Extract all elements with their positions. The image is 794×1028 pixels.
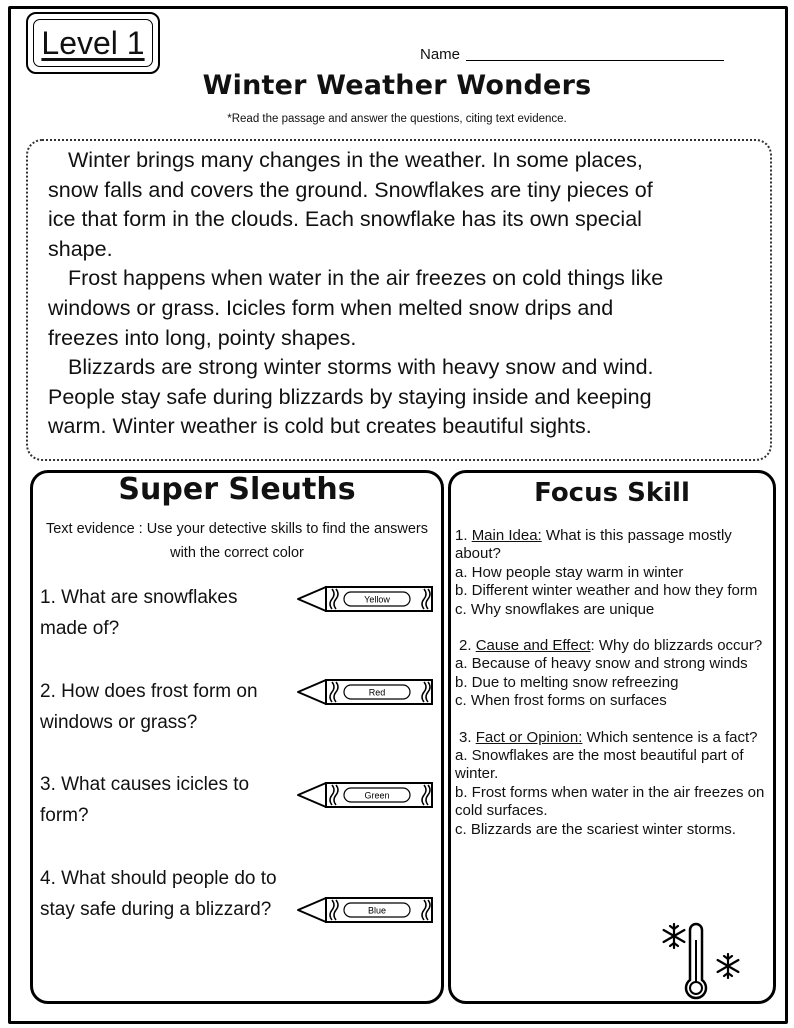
sleuth-question-1: 1. What are snowflakes made of? xyxy=(40,587,238,639)
crayon-color-label: Yellow xyxy=(364,594,390,605)
passage-line: People stay safe during blizzards by staying inside and keeping xyxy=(48,384,652,409)
answer-option: b. Due to melting snow refreezing xyxy=(455,673,679,691)
sleuth-question-2: 2. How does frost form on windows or grass? xyxy=(40,681,258,733)
answer-option: a. Snowflakes are the most beautiful part of winter. xyxy=(455,747,744,783)
super-sleuths-title: Super Sleuths xyxy=(118,472,356,507)
reading-passage xyxy=(48,146,758,442)
focus-skill-name: Fact or Opinion: xyxy=(475,728,583,746)
passage-line: freezes into long, pointy shapes. xyxy=(48,325,357,350)
focus-item-number: 3. xyxy=(459,728,472,746)
snowflake-icon xyxy=(718,954,739,978)
crayon-icon xyxy=(296,780,434,810)
snowflake-icon xyxy=(664,924,685,948)
thermometer-icon xyxy=(660,920,744,1004)
crayon-icon xyxy=(296,584,434,614)
sleuth-question-4: 4. What should people do to stay safe during a blizzard? xyxy=(40,868,277,920)
page-title: Winter Weather Wonders xyxy=(202,70,592,101)
answer-option: c. Why snowflakes are unique xyxy=(455,600,655,618)
focus-question: : Why do blizzards occur? xyxy=(590,637,763,655)
passage-line: warm. Winter weather is cold but creates beautiful sights. xyxy=(48,414,592,439)
focus-skill-name: Cause and Effect xyxy=(475,637,591,655)
passage-line: shape. xyxy=(48,236,113,261)
level-label: Level 1 xyxy=(33,19,153,67)
name-blank-line[interactable] xyxy=(466,60,724,61)
crayon-color-label: Red xyxy=(368,687,386,698)
passage-line: Frost happens when water in the air freezes on cold things like xyxy=(68,266,664,291)
crayon-icon xyxy=(296,677,434,707)
focus-item-2 xyxy=(455,637,769,711)
passage-line: ice that form in the clouds. Each snowflake has its own special xyxy=(48,207,642,232)
answer-option: b. Different winter weather and how they form xyxy=(455,582,758,600)
focus-skill-title: Focus Skill xyxy=(534,478,690,508)
instructions: *Read the passage and answer the questions, citing text evidence. xyxy=(227,113,567,125)
sleuth-question-3: 3. What causes icicles to form? xyxy=(40,774,250,826)
answer-option: c. Blizzards are the scariest winter storms. xyxy=(455,820,736,838)
focus-skill-name: Main Idea: xyxy=(471,527,542,544)
focus-item-3 xyxy=(455,729,769,839)
answer-option: b. Frost forms when water in the air freezes on cold surfaces. xyxy=(455,783,765,820)
focus-item-number: 1. xyxy=(455,527,468,544)
passage-line: windows or grass. Icicles form when melted snow drips and xyxy=(48,295,614,320)
focus-question: Which sentence is a fact? xyxy=(586,728,758,746)
name-field[interactable] xyxy=(420,46,724,63)
name-label: Name xyxy=(420,46,461,63)
answer-option: a. How people stay warm in winter xyxy=(455,563,684,581)
passage-line: Winter brings many changes in the weather. In some places, xyxy=(68,148,643,172)
super-sleuths-instructions: Text evidence : Use your detective skills to find the answers with the correct color xyxy=(45,521,428,561)
focus-item-number: 2. xyxy=(459,637,472,655)
answer-option: c. When frost forms on surfaces xyxy=(455,692,667,710)
crayon-color-label: Green xyxy=(364,790,390,801)
focus-item-1 xyxy=(455,527,769,619)
focus-skill-questions xyxy=(455,527,769,857)
focus-question: What is this passage mostly about? xyxy=(455,527,732,563)
passage-line: Blizzards are strong winter storms with heavy snow and wind. xyxy=(68,355,654,380)
crayon-color-label: Blue xyxy=(367,905,387,916)
answer-option: a. Because of heavy snow and strong winds xyxy=(455,655,748,673)
level-badge xyxy=(26,12,160,74)
passage-line: snow falls and covers the ground. Snowflakes are tiny pieces of xyxy=(48,177,653,202)
crayon-icon xyxy=(296,895,434,925)
